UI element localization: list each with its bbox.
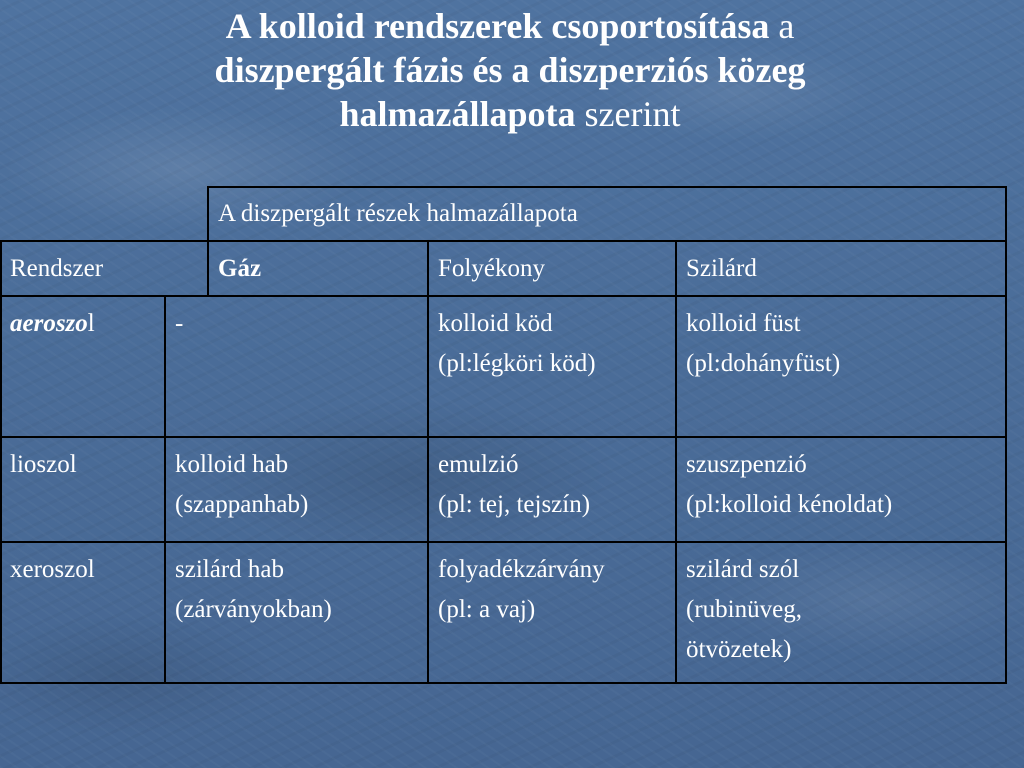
lioszol-text: lioszol bbox=[10, 451, 77, 478]
cell-line: (zárványokban) bbox=[175, 596, 332, 623]
row-aeroszol-solid bbox=[686, 304, 840, 384]
cell-line: kolloid hab bbox=[175, 451, 289, 478]
col-label-gas-text: Gáz bbox=[218, 255, 262, 282]
table-border-left bbox=[0, 240, 2, 684]
cell-line: (pl:légköri köd) bbox=[438, 350, 596, 377]
cell-line: (pl: a vaj) bbox=[438, 596, 536, 623]
table-rule bbox=[427, 240, 429, 437]
table-rule bbox=[0, 240, 1007, 242]
cell-line: kolloid füst bbox=[686, 310, 801, 337]
col-label-solid bbox=[686, 249, 757, 289]
cell-line: szilárd hab bbox=[175, 556, 284, 583]
cell-line: (pl: tej, tejszín) bbox=[438, 491, 591, 518]
row-xeroszol-solid bbox=[686, 550, 802, 670]
row-aeroszol-gas bbox=[175, 304, 183, 344]
table-border-right bbox=[1005, 186, 1007, 684]
aeroszol-bold-italic: aeroszo bbox=[10, 310, 88, 337]
table-rule bbox=[207, 186, 209, 297]
title-line3-bold: halmazállapota bbox=[339, 94, 576, 134]
cell-line: - bbox=[175, 310, 184, 337]
title-normal-part: a bbox=[769, 6, 795, 46]
cell-line: emulzió bbox=[438, 451, 519, 478]
table-border-top bbox=[207, 186, 1007, 188]
header-span-text: A diszpergált részek halmazállapota bbox=[218, 200, 578, 227]
table-rule bbox=[0, 295, 1007, 297]
cell-line: szilárd szól bbox=[686, 556, 800, 583]
xeroszol-text: xeroszol bbox=[10, 556, 95, 583]
title-bold-part: A kolloid rendszerek csoportosítása bbox=[225, 6, 770, 46]
table-rule bbox=[0, 541, 1007, 543]
table-border-bottom bbox=[0, 682, 1007, 684]
row-xeroszol-system bbox=[10, 550, 95, 590]
col-label-liquid-text: Folyékony bbox=[438, 255, 545, 282]
cell-line: folyadékzárvány bbox=[438, 556, 605, 583]
cell-line: (pl:kolloid kénoldat) bbox=[686, 491, 893, 518]
cell-line: (rubinüveg, bbox=[686, 596, 802, 623]
row-lioszol-solid bbox=[686, 445, 892, 525]
table-rule bbox=[0, 436, 1007, 438]
cell-line: ötvözetek) bbox=[686, 636, 792, 663]
cell-line: kolloid köd bbox=[438, 310, 553, 337]
col-label-system-text: Rendszer bbox=[10, 255, 104, 282]
col-label-system bbox=[10, 249, 103, 289]
aeroszol-suffix: l bbox=[87, 310, 95, 337]
row-lioszol-gas bbox=[175, 445, 308, 525]
cell-line: (pl:dohányfüst) bbox=[686, 350, 841, 377]
row-aeroszol-liquid bbox=[438, 304, 596, 384]
col-label-liquid bbox=[438, 249, 545, 289]
table-header-span bbox=[218, 194, 578, 234]
col-label-solid-text: Szilárd bbox=[686, 255, 757, 282]
table-rule bbox=[427, 436, 429, 684]
row-xeroszol-gas bbox=[175, 550, 332, 630]
row-lioszol-liquid bbox=[438, 445, 590, 525]
table-rule bbox=[164, 295, 166, 684]
title-line2: diszpergált fázis és a diszperziós közeg bbox=[214, 50, 806, 90]
row-xeroszol-liquid bbox=[438, 550, 605, 630]
table-rule bbox=[675, 240, 677, 684]
title-line3-rest: szerint bbox=[575, 94, 681, 134]
cell-line: szuszpenzió bbox=[686, 451, 807, 478]
cell-line: (szappanhab) bbox=[175, 491, 309, 518]
row-aeroszol-system bbox=[10, 304, 95, 344]
col-label-gas bbox=[218, 249, 261, 289]
row-lioszol-system bbox=[10, 445, 77, 485]
